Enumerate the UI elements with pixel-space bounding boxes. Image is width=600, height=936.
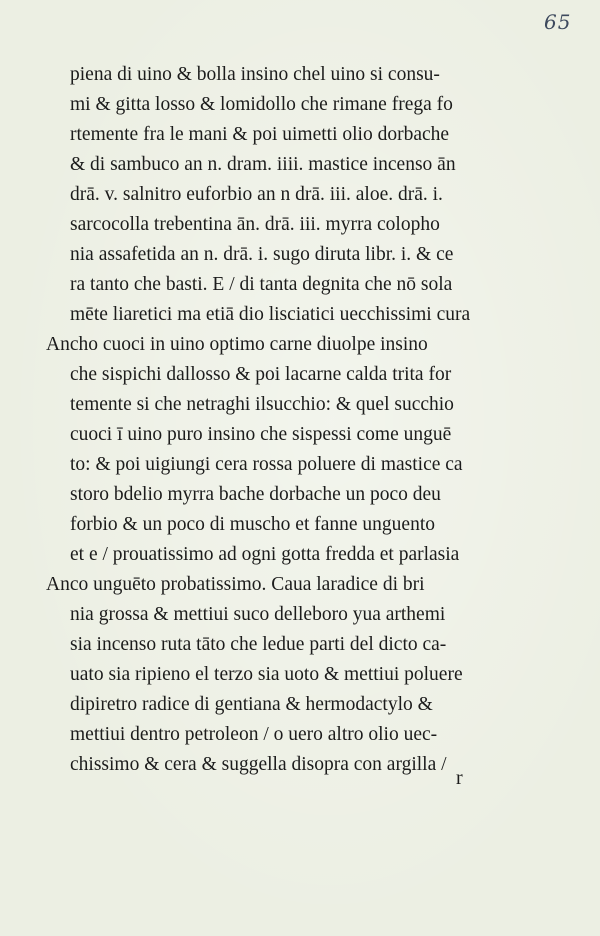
- folio-number: 65: [544, 10, 572, 34]
- text-line: drā. v. salnitro euforbio an n drā. iii. aloe. drā. i.: [70, 184, 443, 205]
- text-line: chissimo & cera & suggella disopra con argilla /: [70, 754, 447, 775]
- text-line: cuoci ī uino puro insino che sispessi come unguē: [70, 424, 452, 445]
- text-line: nia grossa & mettiui suco delleboro yua arthemi: [70, 604, 446, 625]
- text-line: ra tanto che basti. E / di tanta degnita che nō sola: [70, 274, 453, 295]
- signature-mark: r: [456, 767, 463, 789]
- text-line: temente si che netraghi ilsucchio: & quel succhio: [70, 394, 454, 415]
- text-line: che sispichi dallosso & poi lacarne calda trita for: [70, 364, 452, 385]
- text-line: to: & poi uigiungi cera rossa poluere di mastice ca: [70, 454, 463, 475]
- text-line: storo bdelio myrra bache dorbache un poco deu: [70, 484, 441, 505]
- text-line: mi & gitta losso & lomidollo che rimane frega fo: [70, 94, 453, 115]
- text-line: dipiretro radice di gentiana & hermodactylo &: [70, 694, 433, 715]
- text-line: piena di uino & bolla insino chel uino si consu-: [70, 64, 440, 85]
- text-line: forbio & un poco di muscho et fanne unguento: [70, 514, 436, 535]
- text-line-paragraph-start: Anco unguēto probatissimo. Caua laradice di bri: [46, 574, 425, 595]
- text-line: mettiui dentro petroleon / o uero altro olio uec-: [70, 724, 438, 745]
- text-line: mēte liaretici ma etiā dio lisciatici uecchissimi cura: [70, 304, 471, 325]
- text-line: rtemente fra le mani & poi uimetti olio dorbache: [70, 124, 450, 145]
- text-line-paragraph-start: Ancho cuoci in uino optimo carne diuolpe insino: [46, 334, 428, 355]
- text-line: uato sia ripieno el terzo sia uoto & mettiui poluere: [70, 664, 463, 685]
- text-line: & di sambuco an n. dram. iiii. mastice incenso ān: [70, 154, 456, 175]
- text-line: sia incenso ruta tāto che ledue parti del dicto ca-: [70, 634, 447, 655]
- text-line: sarcocolla trebentina ān. drā. iii. myrra colopho: [70, 214, 440, 235]
- text-line: nia assafetida an n. drā. i. sugo diruta libr. i. & ce: [70, 244, 454, 265]
- text-line: et e / prouatissimo ad ogni gotta fredda et parlasia: [70, 544, 460, 565]
